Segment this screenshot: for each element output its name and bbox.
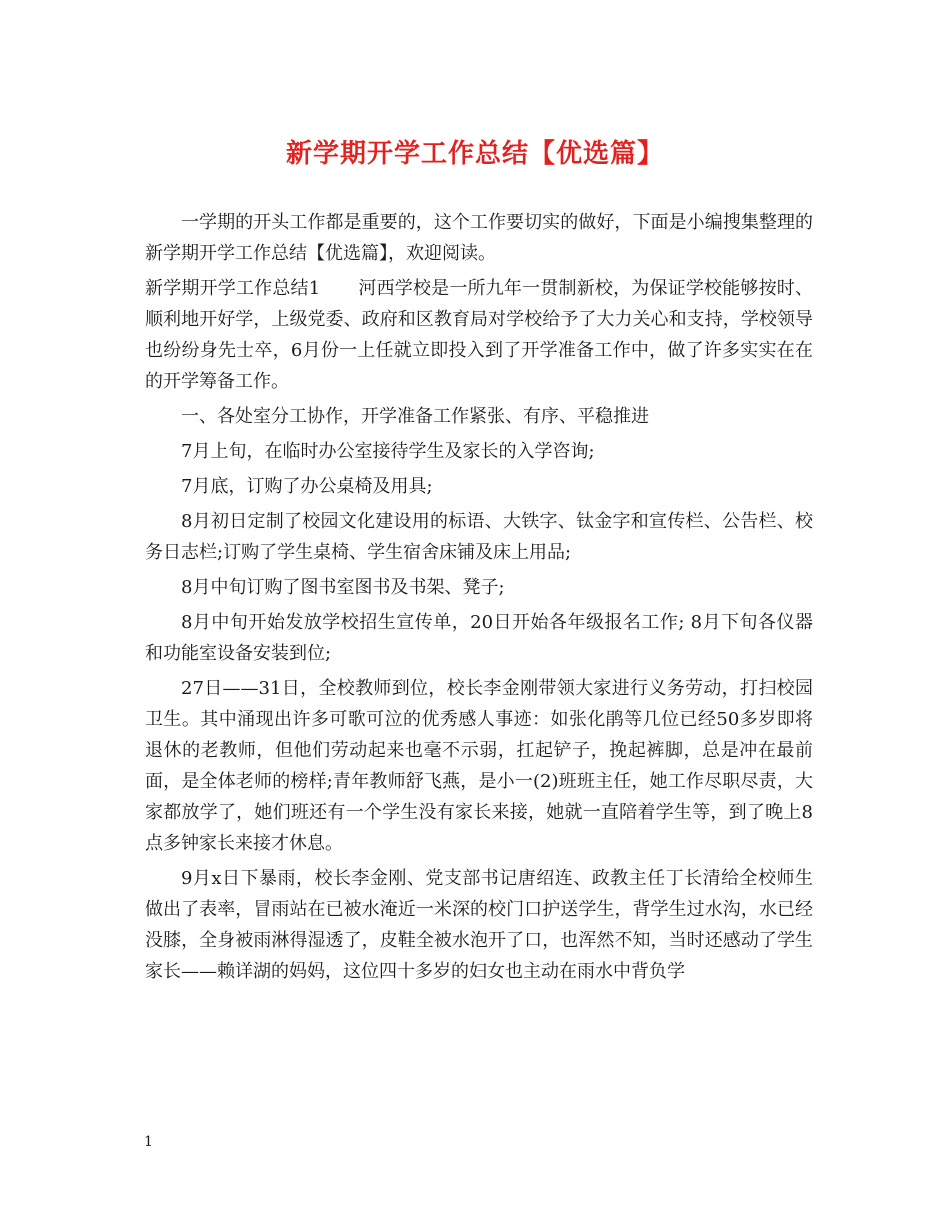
paragraph-intro: 一学期的开头工作都是重要的，这个工作要切实的做好，下面是小编搜集整理的新学期开学工作总结【优选篇】，欢迎阅读。: [145, 212, 813, 264]
paragraph-teachers-labor: 27日——31日，全校教师到位，校长李金刚带领大家进行义务劳动，打扫校园卫生。其中涌现出许多可歌可泣的优秀感人事迹：如张化鹃等几位已经50多岁即将退休的老教师，但他们劳动起来也毫不示弱，扛起铲子，挽起裤脚，总是冲在最前面，是全体老师的榜样;青年教师舒飞燕，是小一(2)班班主任，她工作尽职尽责，大家都放学了，她们班还有一个学生没有家长来接，她就一直陪着学生等，到了晚上8点多钟家长来接才休息。: [145, 678, 813, 854]
paragraph-section-1: [145, 273, 813, 397]
paragraph-august-mid-enrollment: 8月中旬开始发放学校招生宣传单，20日开始各年级报名工作; 8月下旬各仪器和功能室设备安装到位;: [145, 612, 813, 664]
paragraph-rainstorm: 9月x日下暴雨，校长李金刚、党支部书记唐绍连、政教主任丁长清给全校师生做出了表率，冒雨站在已被水淹近一米深的校门口护送学生，背学生过水沟，水已经没膝，全身被雨淋得湿透了，皮鞋全被水泡开了口，也浑然不知，当时还感动了学生家长——赖详湖的妈妈，这位四十多岁的妇女也主动在雨水中背负学: [145, 868, 813, 982]
section-heading: 新学期开学工作总结1: [145, 278, 321, 299]
document-body: [145, 207, 813, 991]
paragraph-subheading: 一、各处室分工协作，开学准备工作紧张、有序、平稳推进: [181, 406, 649, 427]
section-text: 河西学校是一所九年一贯制新校，为保证学校能够按时、顺利地开好学，上级党委、政府和区教育局对学校给予了大力关心和支持，学校领导也纷纷身先士卒，6月份一上任就立即投入到了开学准备工作中，做了许多实实在在的开学筹备工作。: [145, 278, 813, 392]
document-title: 新学期开学工作总结【优选篇】: [285, 139, 664, 169]
page-number: 1: [144, 1134, 153, 1150]
paragraph-august-early: 8月初日定制了校园文化建设用的标语、大铁字、钛金字和宣传栏、公告栏、校务日志栏;订购了学生桌椅、学生宿舍床铺及床上用品;: [145, 511, 813, 563]
paragraph-august-mid-books: 8月中旬订购了图书室图书及书架、凳子;: [181, 577, 505, 598]
paragraph-july-early: 7月上旬，在临时办公室接待学生及家长的入学咨询;: [181, 441, 595, 462]
paragraph-july-end: 7月底，订购了办公桌椅及用具;: [181, 476, 433, 497]
